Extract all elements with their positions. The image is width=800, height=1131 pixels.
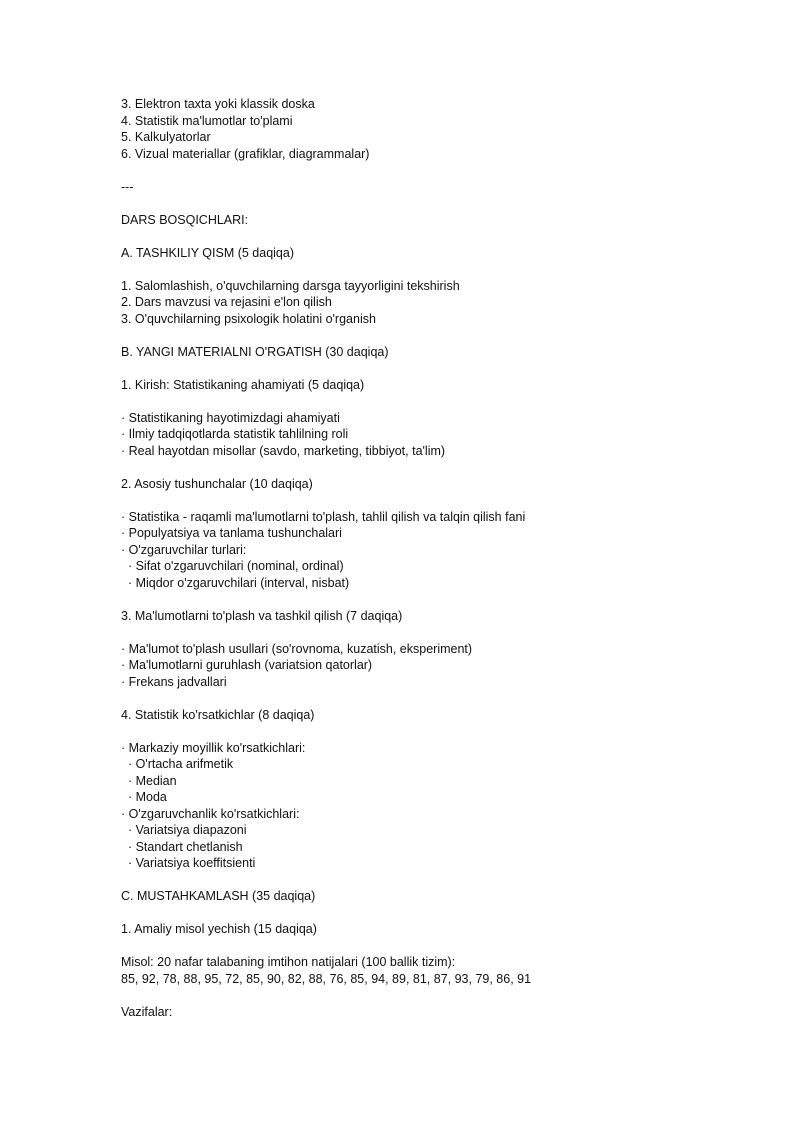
blank-line: [121, 195, 760, 212]
text-line: · Moda: [121, 790, 167, 804]
blank-line: [121, 492, 760, 509]
text-line: 2. Asosiy tushunchalar (10 daqiqa): [121, 476, 313, 491]
text-line: C. MUSTAHKAMLASH (35 daqiqa): [121, 889, 316, 903]
text-line: 4. Statistik ma'lumotlar to'plami: [121, 113, 293, 128]
text-line: Vazifalar:: [121, 1004, 173, 1019]
text-line: · Median: [121, 773, 177, 788]
text-line: · Sifat o'zgaruvchilari (nominal, ordinal): [121, 559, 344, 573]
blank-line: [121, 393, 760, 410]
text-line: B. YANGI MATERIALNI O'RGATISH (30 daqiqa): [121, 344, 389, 359]
text-line: · Ma'lumot to'plash usullari (so'rovnoma, kuzatish, eksperiment): [121, 641, 473, 656]
blank-line: [121, 459, 760, 476]
text-line: · Frekans jadvallari: [121, 674, 227, 689]
blank-line: [121, 624, 760, 641]
text-line: 1. Amaliy misol yechish (15 daqiqa): [121, 922, 317, 936]
text-line: · O'zgaruvchanlik ko'rsatkichlari:: [121, 806, 300, 821]
blank-line: [121, 938, 760, 955]
blank-line: [121, 872, 760, 889]
text-line: 5. Kalkulyatorlar: [121, 130, 211, 144]
text-line: · O'rtacha arifmetik: [121, 757, 234, 771]
text-line: 85, 92, 78, 88, 95, 72, 85, 90, 82, 88, 76, 85, 94, 89, 81, 87, 93, 79, 86, 91: [121, 971, 532, 986]
text-line: 4. Statistik ko'rsatkichlar (8 daqiqa): [121, 707, 315, 722]
text-line: 3. Ma'lumotlarni to'plash va tashkil qilish (7 daqiqa): [121, 608, 403, 623]
blank-line: [121, 360, 760, 377]
blank-line: [121, 723, 760, 740]
text-line: 3. O'quvchilarning psixologik holatini o'rganish: [121, 311, 376, 326]
text-line: · Statistika - raqamli ma'lumotlarni to'plash, tahlil qilish va talqin qilish fani: [121, 509, 526, 524]
blank-line: [121, 690, 760, 707]
text-line: · O'zgaruvchilar turlari:: [121, 542, 247, 557]
text-line: Misol: 20 nafar talabaning imtihon natijalari (100 ballik tizim):: [121, 955, 456, 969]
text-line: 6. Vizual materiallar (grafiklar, diagrammalar): [121, 146, 370, 161]
blank-line: [121, 228, 760, 245]
text-line: · Statistikaning hayotimizdagi ahamiyati: [121, 410, 340, 425]
blank-line: [121, 327, 760, 344]
text-line: DARS BOSQICHLARI:: [121, 212, 249, 227]
text-line: · Real hayotdan misollar (savdo, marketing, tibbiyot, ta'lim): [121, 443, 446, 458]
text-line: 3. Elektron taxta yoki klassik doska: [121, 97, 315, 111]
text-line: A. TASHKILIY QISM (5 daqiqa): [121, 245, 294, 260]
blank-line: [121, 162, 760, 179]
text-line: · Ma'lumotlarni guruhlash (variatsion qatorlar): [121, 658, 373, 672]
text-line: 1. Salomlashish, o'quvchilarning darsga tayyorligini tekshirish: [121, 278, 460, 293]
blank-line: [121, 591, 760, 608]
text-line: ---: [121, 179, 134, 194]
text-line: · Populyatsiya va tanlama tushunchalari: [121, 526, 342, 540]
text-line: 1. Kirish: Statistikaning ahamiyati (5 daqiqa): [121, 377, 365, 392]
text-line: · Markaziy moyillik ko'rsatkichlari:: [121, 740, 306, 755]
text-line: · Ilmiy tadqiqotlarda statistik tahlilning roli: [121, 427, 349, 441]
text-line: · Miqdor o'zgaruvchilari (interval, nisbat): [121, 575, 350, 590]
text-line: · Variatsiya diapazoni: [121, 823, 247, 837]
text-line: 2. Dars mavzusi va rejasini e'lon qilish: [121, 295, 332, 309]
blank-line: [121, 987, 760, 1004]
text-line: · Standart chetlanish: [121, 839, 243, 854]
blank-line: [121, 261, 760, 278]
blank-line: [121, 905, 760, 922]
text-line: · Variatsiya koeffitsienti: [121, 856, 256, 870]
document-body: [121, 96, 760, 1020]
